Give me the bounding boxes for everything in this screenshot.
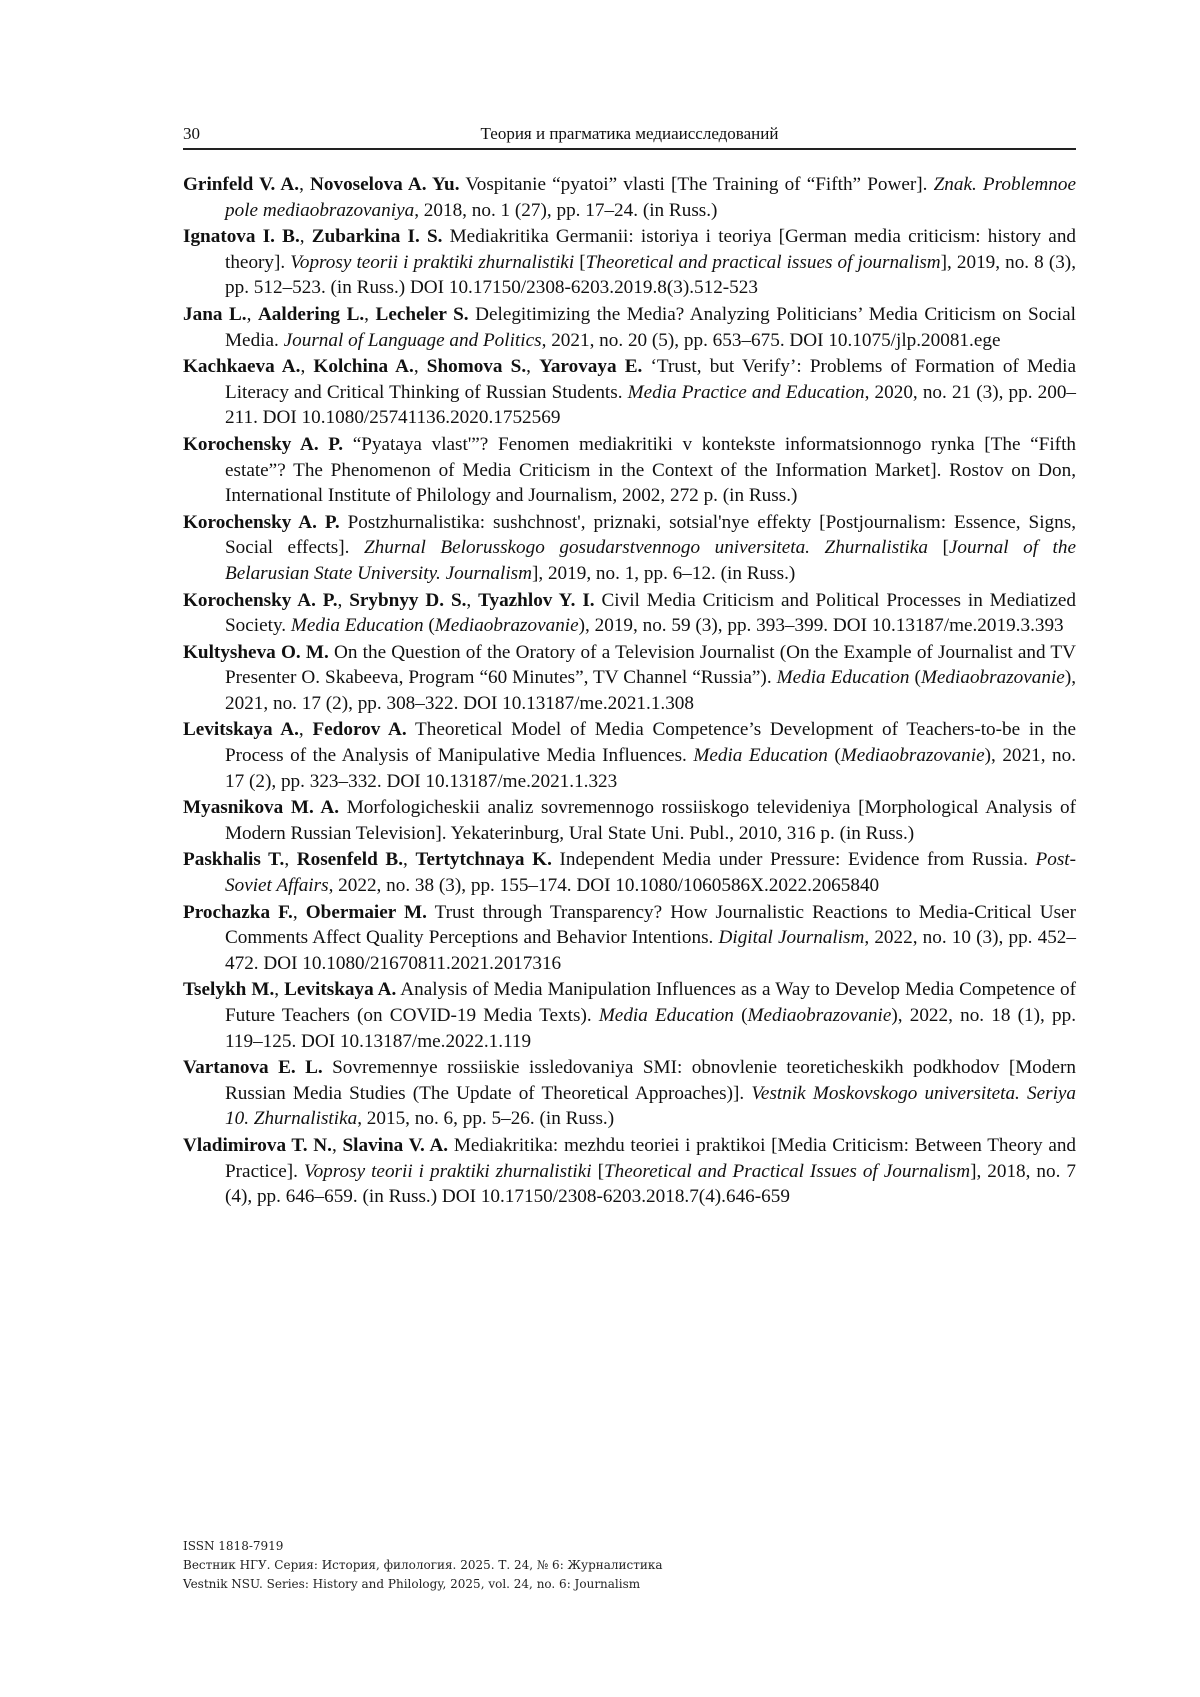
reference-source: Media Practice and Education [627,381,865,403]
reference-source: Media Education [290,615,424,637]
reference-source: Media Education [598,1005,734,1026]
reference-source: Voprosy teorii i praktiki zhurnalistiki [290,251,575,273]
reference-text: ), 2021, no. 17 (2), pp. 308–322. DOI 10.13187/me.2021.1.308 [225,667,1077,714]
reference-source: Mediaobrazovanie [434,615,579,637]
reference-text: Analysis of Media Manipulation Influences as a Way to Develop Media Competence of Future Teachers (on COVID-19 Media Texts). [225,979,1077,1026]
reference-entry [183,900,1076,977]
reference-text: Delegitimizing the Media? Analyzing Politicians’ Media Criticism on Social Media. [225,303,1076,351]
reference-author: Lecheler S. [375,303,469,325]
reference-source: Media Education [776,667,910,689]
reference-text: , [292,901,306,923]
reference-text: , [466,589,479,611]
running-title: Теория и прагматика медиаисследований [480,124,779,143]
reference-entry [183,510,1076,587]
reference-text: , 2022, no. 10 (3), pp. 452–472. DOI 10.1080/21670811.2021.2017316 [225,927,1076,974]
reference-author: Novoselova A. Yu. [310,174,460,195]
reference-author: Shomova S. [426,356,527,378]
reference-text: Mediakritika: mezhdu teoriei i praktikoi [Media Criticism: Between Theory and Practice]. [225,1134,1077,1182]
reference-source: Digital Journalism [718,927,865,949]
reference-text: ( [827,745,841,767]
footer-journal-en: Vestnik NSU. Series: History and Philology, 2025, vol. 24, no. 6: Journalism [183,1577,641,1591]
reference-text: , 2022, no. 38 (3), pp. 155–174. DOI 10.1080/1060586X.2022.2065840 [328,875,880,897]
reference-entry [183,795,1076,846]
reference-source: Post-Soviet Affairs [225,849,1077,897]
reference-entry [183,224,1076,301]
reference-source: Theoretical and Practical Issues of Journalism [604,1160,971,1182]
reference-text: Trust through Transparency? How Journalistic Reactions to Media-Critical User Comments Affect Quality Perceptions and Behavior Intentions. [225,901,1076,949]
reference-list [183,172,1076,1211]
reference-text: ), 2019, no. 59 (3), pp. 393–399. DOI 10.13187/me.2019.3.393 [578,615,1064,637]
reference-author: Kultysheva O. M. [183,641,329,663]
reference-text: , [526,356,540,378]
reference-text: ‘Trust, but Verify’: Problems of Formation of Media Literacy and Critical Thinking of Russian Students. [225,356,1076,403]
reference-text: ( [733,1005,748,1026]
reference-entry [183,977,1076,1054]
reference-entry [183,1055,1076,1132]
reference-author: Myasnikova M. A. [183,797,340,819]
reference-text: Civil Media Criticism and Political Processes in Mediatized Society. [225,589,1076,637]
reference-author: Zubarkina I. S. [311,226,443,248]
reference-text: “Pyataya vlast'”? Fenomen mediakritiki v kontekste informatsionnogo rynka [The “Fifth estate”? The Phenomenon of Media Criticism in the Context of the Information Market]. Rostov on Don, International Institute of Philology and Journalism, 2002, 272 p. (in Russ.) [225,433,1076,507]
reference-text: , [284,849,297,871]
reference-text: , [298,719,313,741]
reference-text: Theoretical Model of Media Competence’s Development of Teachers-to-be in the Process of the Analysis of Manipulative Media Influences. [225,719,1076,767]
reference-author: Tselykh M. [183,979,275,1001]
reference-source: Mediaobrazovanie [840,745,985,767]
reference-text: , 2015, no. 6, pp. 5–26. (in Russ.) [357,1108,615,1130]
reference-entry [183,354,1076,431]
reference-source: Voprosy teorii i praktiki zhurnalistiki [303,1160,592,1182]
reference-source: Journal of the Belarusian State University. Journalism [225,537,1076,584]
reference-text: , [413,356,427,378]
reference-author: Ignatova I. B. [183,226,300,248]
page-footer [183,1537,883,1594]
reference-text: Sovremennye rossiiskie issledovaniya SMI: obnovlenie teoreticheskikh podkhodov [Modern Russian Media Studies (The Update of Theoretical Approaches)]. [225,1057,1076,1104]
reference-text: Vospitanie “pyatoi” vlasti [The Training of “Fifth” Power]. [459,174,934,195]
reference-text: , [299,226,312,248]
reference-entry [183,1133,1076,1210]
reference-text: , [299,174,311,195]
reference-entry [183,432,1076,509]
reference-author: Fedorov A. [312,719,407,741]
reference-author: Obermaier M. [305,901,427,923]
reference-text: , [403,849,416,871]
reference-author: Slavina V. A. [342,1134,449,1156]
reference-text: ( [423,615,435,637]
reference-source: Media Education [693,745,828,767]
reference-text: ], 2019, no. 8 (3), pp. 512–523. (in Russ.) DOI 10.17150/2308-6203.2019.8(3).512-523 [225,251,1076,299]
reference-author: Jana L. [183,303,247,325]
reference-text: , [274,979,285,1001]
reference-text: ), 2022, no. 18 (1), pp. 119–125. DOI 10.13187/me.2022.1.119 [225,1005,1076,1052]
reference-author: Aaldering L. [257,303,365,325]
reference-text: , [337,589,350,611]
reference-entry [183,847,1076,898]
reference-author: Grinfeld V. A. [183,174,300,195]
reference-author: Vartanova E. L. [183,1057,323,1079]
reference-text: Morfologicheskii analiz sovremennogo rossiiskogo televideniya [Morphological Analysis of Modern Russian Television]. Yekaterinburg, Ural State Uni. Publ., 2010, 316 p. (in Russ.) [225,797,1076,844]
reference-author: Levitskaya A. [284,979,397,1001]
reference-text: On the Question of the Oratory of a Television Journalist (On the Example of Journalist and TV Presenter O. Skabeeva, Program “60 Minutes”, TV Channel “Russia”). [225,641,1076,689]
reference-author: Tyazhlov Y. I. [478,589,595,611]
reference-author: Kachkaeva A. [183,356,301,378]
reference-author: Kolchina A. [313,356,414,378]
reference-author: Srybnyy D. S. [349,589,467,611]
reference-source: Znak. Problemnoe pole mediaobrazovaniya [225,174,1076,221]
reference-text: , [331,1134,343,1156]
footer-issn: ISSN 1818-7919 [183,1539,284,1553]
reference-entry [183,172,1076,223]
reference-entry [183,640,1076,717]
reference-text: [ [591,1160,604,1182]
reference-text: , [300,356,314,378]
reference-text: Mediakritika Germanii: istoriya i teoriya [German media criticism: history and theory]. [225,226,1077,273]
reference-text: , 2018, no. 1 (27), pp. 17–24. (in Russ.) [414,199,718,221]
reference-text: ], 2018, no. 7 (4), pp. 646–659. (in Russ.) DOI 10.17150/2308-6203.2018.7(4).646-659 [225,1160,1077,1208]
reference-author: Levitskaya A. [183,719,299,741]
reference-source: Journal of Language and Politics [283,329,542,351]
reference-entry [183,717,1076,794]
reference-source: Vestnik Moskovskogo universiteta. Seriya 10. Zhurnalistika [225,1082,1077,1130]
reference-author: Prochazka F. [183,901,293,923]
reference-author: Korochensky A. P. [183,433,344,455]
reference-text: [ [574,251,586,273]
reference-author: Vladimirova T. N. [183,1134,332,1156]
reference-entry [183,302,1076,353]
reference-source: Theoretical and practical issues of journalism [585,251,941,273]
reference-author: Tertytchnaya K. [415,849,552,871]
reference-text: , [246,303,258,325]
reference-text: Independent Media under Pressure: Evidence from Russia. [551,849,1036,871]
reference-entry [183,588,1076,639]
page-number: 30 [183,124,200,143]
footer-journal-ru: Вестник НГУ. Серия: История, филология. 2025. Т. 24, № 6: Журналистика [183,1558,663,1572]
reference-source: Mediaobrazovanie [747,1005,892,1026]
reference-author: Rosenfeld B. [296,849,403,871]
reference-text: ( [909,667,921,689]
page-header [183,120,1076,150]
reference-author: Paskhalis T. [183,849,285,871]
reference-text: ], 2019, no. 1, pp. 6–12. (in Russ.) [531,562,796,584]
reference-text: , [364,303,376,325]
reference-author: Korochensky A. P. [183,589,338,611]
reference-text: [ [927,537,949,559]
reference-source: Zhurnal Belorusskogo gosudarstvennogo universiteta. Zhurnalistika [364,537,928,559]
reference-text: , 2021, no. 20 (5), pp. 653–675. DOI 10.1075/jlp.20081.ege [541,329,1001,351]
reference-text: , 2020, no. 21 (3), pp. 200–211. DOI 10.1080/25741136.2020.1752569 [225,381,1077,429]
reference-author: Yarovaya E. [539,356,643,378]
reference-text: ), 2021, no. 17 (2), pp. 323–332. DOI 10.13187/me.2021.1.323 [225,745,1077,792]
reference-source: Mediaobrazovanie [920,667,1065,689]
reference-text: Postzhurnalistika: sushchnost', priznaki, sotsial'nye effekty [Postjournalism: Essence, Signs, Social effects]. [225,511,1076,559]
reference-author: Korochensky A. P. [183,511,340,533]
